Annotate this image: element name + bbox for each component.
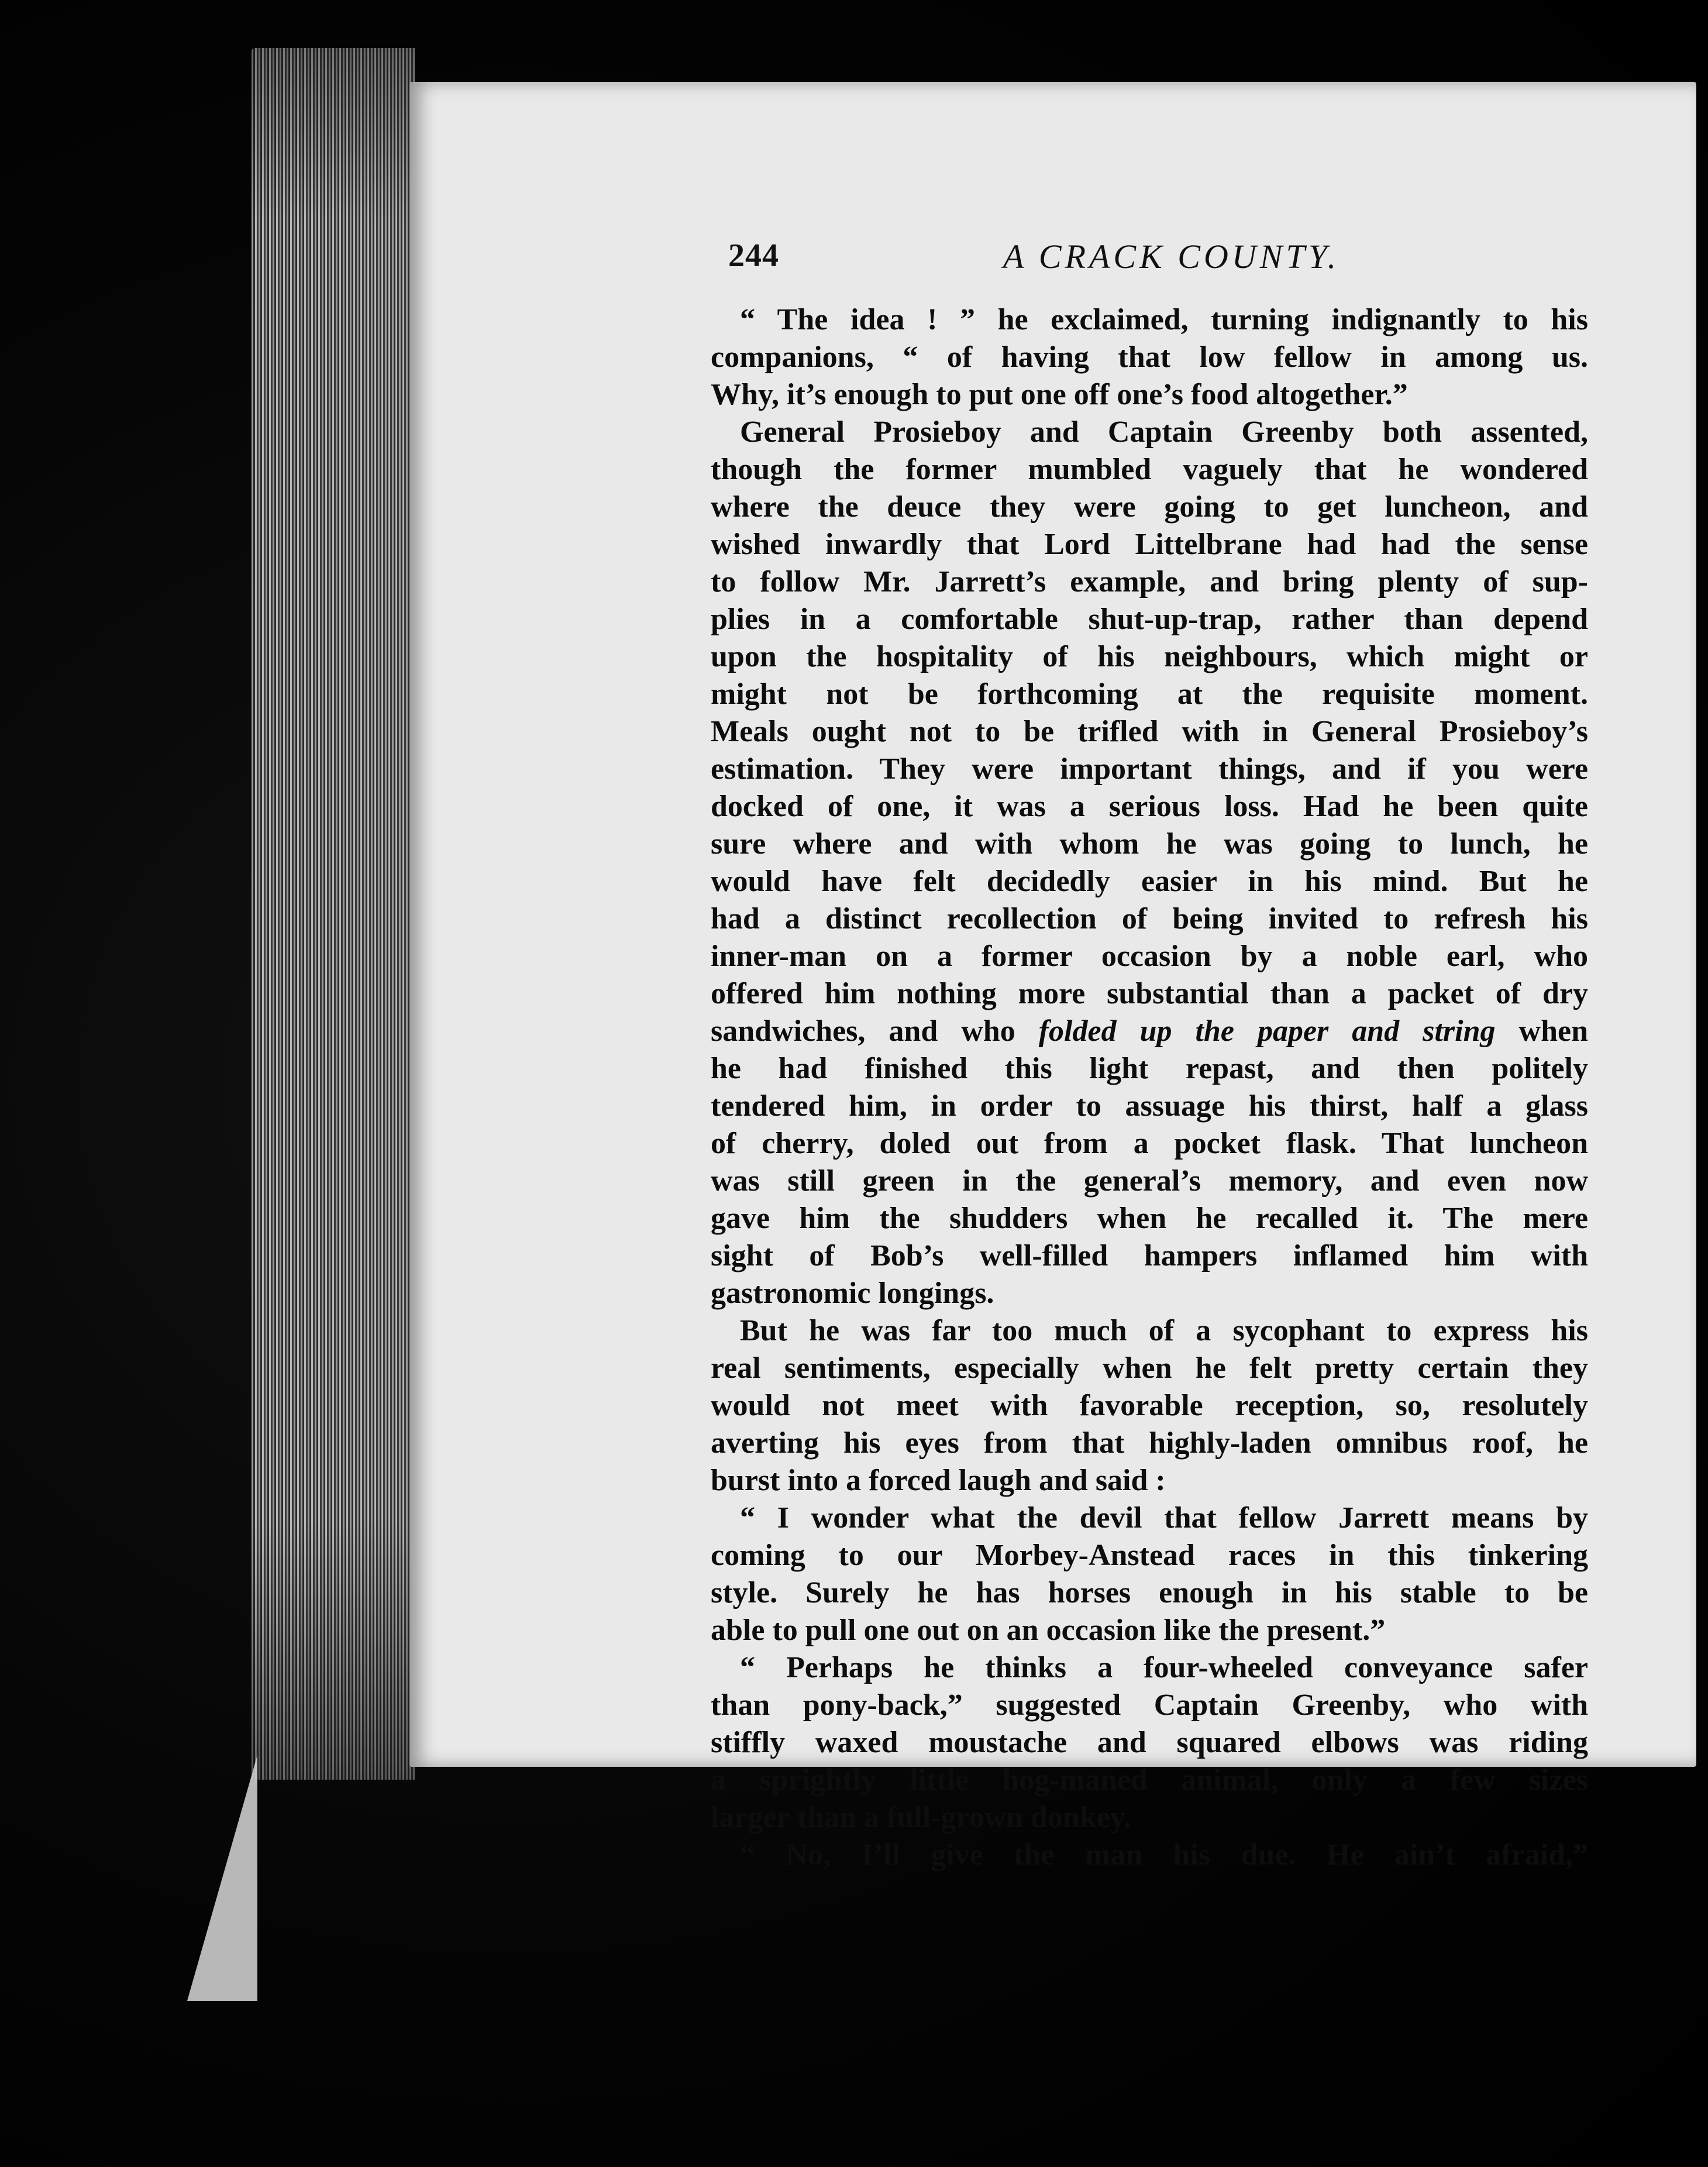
- text-line: [711, 751, 1588, 788]
- text-line: [711, 1499, 1588, 1537]
- text-line-content: upon the hospitality of his neighbours, which might or: [711, 640, 1588, 673]
- text-line-content: But he was far too much of a sycophant to express his: [740, 1314, 1588, 1347]
- text-line-content: was still green in the general’s memory, and even now: [711, 1164, 1588, 1198]
- text-line-content: inner-man on a former occasion by a noble earl, who: [711, 940, 1588, 973]
- text-line-content: than pony-back,” suggested Captain Greenby, who with: [711, 1688, 1588, 1722]
- text-line: [711, 301, 1588, 339]
- text-line: [711, 1724, 1588, 1762]
- page-header: [728, 237, 1547, 284]
- text-line: [711, 900, 1588, 938]
- text-line-content: gave him the shudders when he recalled it. The mere: [711, 1202, 1588, 1235]
- text-line: [711, 1762, 1588, 1799]
- text-line-content: burst into a forced laugh and said :: [711, 1464, 1166, 1497]
- text-line-content: to follow Mr. Jarrett’s example, and bring plenty of sup-: [711, 565, 1588, 598]
- text-line-content: averting his eyes from that highly-laden omnibus roof, he: [711, 1426, 1588, 1460]
- text-line: [711, 1200, 1588, 1237]
- text-line-content: style. Surely he has horses enough in his stable to be: [711, 1576, 1588, 1609]
- text-line-content: he had finished this light repast, and then politely: [711, 1052, 1588, 1085]
- text-line: [711, 1013, 1588, 1050]
- text-line-content: stiffly waxed moustache and squared elbows was riding: [711, 1726, 1588, 1759]
- text-line: [711, 713, 1588, 751]
- text-line-content: sight of Bob’s well-filled hampers inflamed him with: [711, 1239, 1588, 1272]
- text-line: [711, 1799, 1588, 1836]
- text-line: [711, 1836, 1588, 1874]
- torn-page-corner: [94, 1755, 257, 2001]
- text-line: [711, 1612, 1588, 1649]
- text-line: [711, 1125, 1588, 1162]
- text-line: [711, 451, 1588, 489]
- text-line-content: might not be forthcoming at the requisite moment.: [711, 677, 1588, 711]
- text-line: [711, 1050, 1588, 1088]
- running-head: A CRACK COUNTY.: [1003, 238, 1340, 276]
- text-line-content: though the former mumbled vaguely that he wondered: [711, 453, 1588, 486]
- page-number: 244: [728, 238, 779, 274]
- body-text: [711, 301, 1588, 1874]
- text-line: [711, 339, 1588, 376]
- text-line: [711, 638, 1588, 676]
- text-line: [711, 1162, 1588, 1200]
- text-line-content: General Prosieboy and Captain Greenby both assented,: [740, 415, 1588, 449]
- text-line: [711, 825, 1588, 863]
- text-line: [711, 1687, 1588, 1724]
- text-line: [711, 1387, 1588, 1425]
- text-line-content: Meals ought not to be trifled with in General Prosieboy’s: [711, 715, 1588, 748]
- text-line: [711, 376, 1588, 414]
- text-line-content: “ I wonder what the devil that fellow Jarrett means by: [740, 1501, 1588, 1535]
- italic-phrase: folded up the paper and string: [1038, 1014, 1496, 1048]
- text-line-content: tendered him, in order to assuage his thirst, half a glass: [711, 1089, 1588, 1123]
- text-line-content: “ The idea ! ” he exclaimed, turning indignantly to his: [740, 303, 1588, 336]
- text-line: [711, 1537, 1588, 1574]
- text-line: [711, 489, 1588, 526]
- text-line: [711, 676, 1588, 713]
- text-line-content: real sentiments, especially when he felt pretty certain they: [711, 1351, 1588, 1385]
- text-line-tail: when: [1495, 1014, 1588, 1048]
- text-line-content: able to pull one out on an occasion like the present.”: [711, 1614, 1386, 1647]
- text-line-content: Why, it’s enough to put one off one’s food altogether.”: [711, 378, 1408, 411]
- text-line: [711, 1425, 1588, 1462]
- text-line-content: plies in a comfortable shut-up-trap, rather than depend: [711, 603, 1588, 636]
- text-line-content: gastronomic longings.: [711, 1277, 994, 1310]
- text-line: [711, 1649, 1588, 1687]
- text-line-content: where the deuce they were going to get luncheon, and: [711, 490, 1588, 524]
- text-line: [711, 1312, 1588, 1350]
- text-line-content: had a distinct recollection of being invited to refresh his: [711, 902, 1588, 935]
- text-line: [711, 1275, 1588, 1312]
- text-line-content: of cherry, doled out from a pocket flask. That luncheon: [711, 1127, 1588, 1160]
- book-page-edges: [252, 48, 415, 1780]
- text-line-content: a sprightly little hog-maned animal, only a few sizes: [711, 1763, 1588, 1797]
- text-line: [711, 414, 1588, 451]
- text-line-content: sandwiches, and who: [711, 1014, 1039, 1048]
- text-line-content: coming to our Morbey-Anstead races in this tinkering: [711, 1539, 1588, 1572]
- text-line-content: companions, “ of having that low fellow in among us.: [711, 340, 1588, 374]
- text-line: [711, 1237, 1588, 1275]
- text-line-content: “ No, I’ll give the man his due. He ain’t afraid,”: [740, 1838, 1588, 1872]
- text-line-content: would have felt decidedly easier in his mind. But he: [711, 865, 1588, 898]
- text-line: [711, 1350, 1588, 1387]
- text-line: [711, 975, 1588, 1013]
- text-line-content: would not meet with favorable reception, so, resolutely: [711, 1389, 1588, 1422]
- text-line: [711, 526, 1588, 563]
- text-line-content: sure where and with whom he was going to lunch, he: [711, 827, 1588, 861]
- text-line: [711, 1088, 1588, 1125]
- text-line-content: estimation. They were important things, and if you were: [711, 752, 1588, 786]
- text-line-content: docked of one, it was a serious loss. Had he been quite: [711, 790, 1588, 823]
- text-line: [711, 938, 1588, 975]
- text-line: [711, 601, 1588, 638]
- text-line-content: wished inwardly that Lord Littelbrane had had the sense: [711, 528, 1588, 561]
- text-line-content: larger than a full-grown donkey.: [711, 1801, 1131, 1834]
- text-line-content: offered him nothing more substantial than a packet of dry: [711, 977, 1588, 1010]
- text-line: [711, 1574, 1588, 1612]
- text-line-content: “ Perhaps he thinks a four-wheeled conveyance safer: [740, 1651, 1588, 1684]
- text-line: [711, 563, 1588, 601]
- text-line: [711, 863, 1588, 900]
- text-line: [711, 788, 1588, 825]
- text-line: [711, 1462, 1588, 1499]
